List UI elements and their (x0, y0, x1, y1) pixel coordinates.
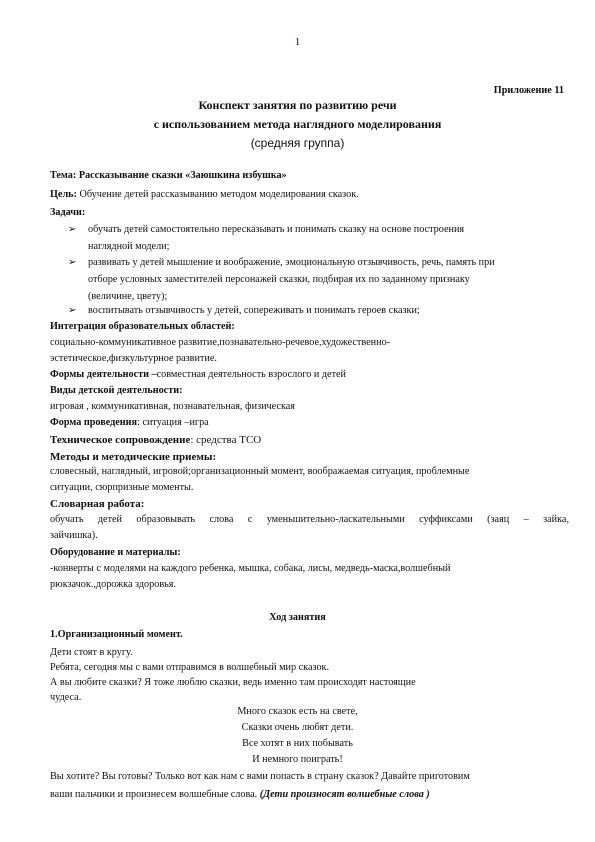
kinds-text: игровая , коммуникативная, познавательная, физическая (50, 401, 295, 412)
equipment-label: Оборудование и материалы: (50, 547, 181, 558)
poem-line-1: Много сказок есть на свете, (237, 706, 358, 717)
goal-label: Цель: (50, 189, 77, 200)
integration-label: Интеграция образовательных областей: (50, 321, 235, 332)
forms-text: совместная деятельность взрослого и детей (156, 369, 347, 380)
lesson-line-3: А вы любите сказки? Я тоже люблю сказки, ведь именно там происходят настоящие (50, 677, 416, 688)
vocab-label: Словарная работа: (50, 498, 145, 510)
integration-line-2: эстетическое,физкультурное развитие. (50, 353, 217, 364)
closing-line-2-text: ваши пальчики и произнесем волшебные слова. (50, 789, 260, 800)
goal-text: Обучение детей рассказыванию методом моделирования сказок. (76, 189, 359, 200)
equipment-line-1: -конверты с моделями на каждого ребенка, мышка, собака, лисы, медведь-маска,волшебный (50, 563, 451, 574)
goal (50, 189, 359, 200)
topic (50, 170, 287, 181)
integration-line-1: социально-коммуникативное развитие,познавательно-речевое,художественно- (50, 337, 391, 348)
methods-line-2: ситуации, сюрпризные моменты. (50, 482, 194, 493)
vocab-line-2: зайчишка). (50, 530, 98, 541)
bullet-arrow-icon: ➢ (68, 305, 77, 316)
closing-italic-note: (Дети произносят волшебные слова ) (259, 789, 430, 800)
lesson-line-2: Ребята, сегодня мы с вами отправимся в волшебный мир сказок. (50, 662, 330, 673)
tech-text: : средства ТСО (190, 434, 262, 446)
task-3-line-1: воспитывать отзывчивость у детей, сопереживать и понимать героев сказки; (88, 305, 420, 316)
title-group: (средняя группа) (250, 136, 345, 150)
poem-line-3: Все хотят в них побывать (242, 738, 353, 749)
topic-label: Тема: (50, 170, 77, 181)
tech-label: Техническое сопровождение (50, 434, 191, 446)
tasks-label: Задачи: (50, 207, 86, 218)
poem-line-2: Сказки очень любят дети. (241, 722, 354, 733)
bullet-arrow-icon: ➢ (68, 224, 77, 235)
bullet-arrow-icon: ➢ (68, 257, 77, 268)
page-number: 1 (294, 36, 301, 48)
task-2-line-1: развивать у детей мышление и воображение, эмоциональную отзывчивость, речь, память при (88, 257, 495, 268)
course-title: Ход занятия (269, 612, 326, 623)
equipment-line-2: рюкзачок.,дорожка здоровья. (50, 579, 177, 590)
org-moment-heading: 1.Организационный момент. (50, 629, 183, 640)
forms (50, 369, 346, 380)
task-1-line-1: обучать детей самостоятельно пересказывать и понимать сказку на основе построения (88, 224, 465, 235)
form-conduct-text: : ситуация –игра (137, 417, 209, 428)
task-1-line-2: наглядной модели; (88, 241, 170, 252)
task-2-line-3: (величине, цвету); (88, 291, 168, 302)
title-line-1: Конспект занятия по развитию речи (198, 98, 397, 112)
kinds-label: Виды детской деятельности: (50, 385, 183, 396)
lesson-line-4: чудеса. (50, 692, 82, 703)
task-2-line-2: отборе условных заместителей персонажей сказки, подбирая их по заданному признаку (88, 274, 470, 285)
tech (50, 434, 261, 446)
topic-text: Рассказывание сказки «Заюшкина избушка» (76, 170, 287, 181)
closing-line-1: Вы хотите? Вы готовы? Только вот как нам с вами попасть в страну сказок? Давайте приготовим (50, 771, 470, 782)
methods-label: Методы и методические приемы: (50, 451, 217, 463)
appendix-label: Приложение 11 (493, 85, 564, 96)
lesson-line-1: Дети стоят в кругу. (50, 647, 133, 658)
methods-line-1: словесный, наглядный, игровой;организационный момент, воображаемая ситуация, проблемные (50, 466, 470, 477)
forms-label: Формы деятельности – (50, 369, 157, 380)
title-line-2: с использованием метода наглядного моделирования (153, 117, 442, 131)
form-conduct-label: Форма проведения (50, 417, 138, 428)
closing-line-2 (50, 789, 430, 800)
poem-line-4: И немного поиграть! (252, 754, 343, 765)
vocab-line-1: обучать детей образовывать слова с уменьшительно-ласкательными суффиксами (заяц – зайка, (50, 514, 569, 525)
form-conduct (50, 417, 209, 428)
